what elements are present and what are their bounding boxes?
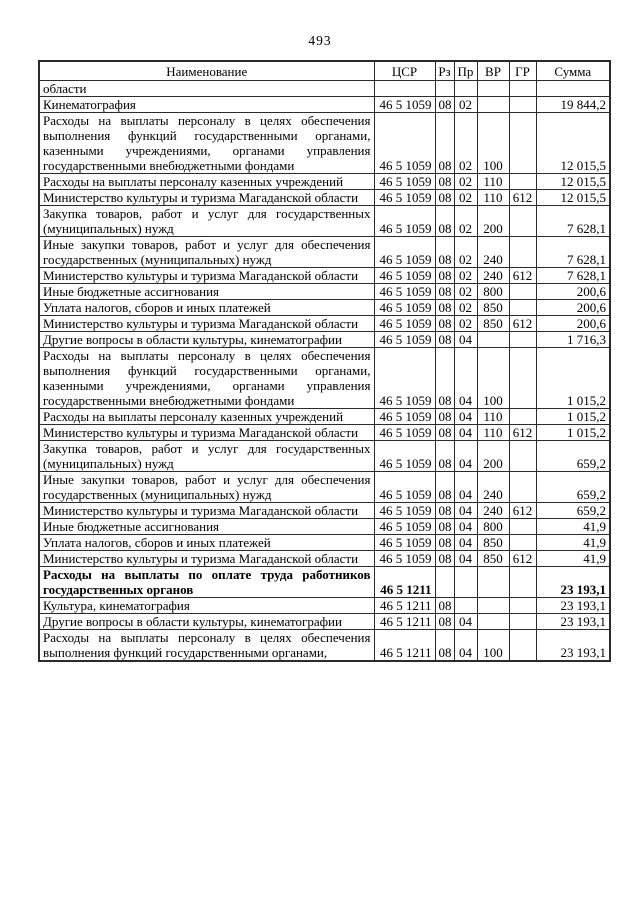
cell-vr: 110 bbox=[477, 190, 509, 206]
cell-gr bbox=[509, 174, 536, 190]
cell-vr: 110 bbox=[477, 425, 509, 441]
cell-gr bbox=[509, 97, 536, 113]
cell-vr: 850 bbox=[477, 551, 509, 567]
cell-vr: 100 bbox=[477, 630, 509, 662]
cell-rz: 08 bbox=[435, 174, 454, 190]
cell-name: Расходы на выплаты персоналу в целях обеспечения выполнения функций государственными органами, казенными учреждениями, органами управления государственными внебюджетными фондами bbox=[39, 348, 374, 409]
table-row bbox=[39, 81, 610, 97]
cell-pr: 02 bbox=[454, 300, 477, 316]
cell-name: Уплата налогов, сборов и иных платежей bbox=[39, 300, 374, 316]
cell-sum: 659,2 bbox=[536, 441, 610, 472]
cell-name: Министерство культуры и туризма Магаданской области bbox=[39, 551, 374, 567]
cell-vr: 800 bbox=[477, 519, 509, 535]
cell-pr: 04 bbox=[454, 332, 477, 348]
table-row bbox=[39, 97, 610, 113]
cell-rz: 08 bbox=[435, 206, 454, 237]
cell-rz: 08 bbox=[435, 425, 454, 441]
cell-csr: 46 5 1059 bbox=[374, 348, 435, 409]
col-header-pr: Пр bbox=[454, 61, 477, 81]
cell-csr: 46 5 1059 bbox=[374, 206, 435, 237]
cell-name: Уплата налогов, сборов и иных платежей bbox=[39, 535, 374, 551]
cell-csr: 46 5 1211 bbox=[374, 630, 435, 662]
table-row bbox=[39, 472, 610, 503]
cell-vr: 850 bbox=[477, 300, 509, 316]
table-row bbox=[39, 113, 610, 174]
table-row bbox=[39, 190, 610, 206]
cell-rz: 08 bbox=[435, 551, 454, 567]
cell-name: Министерство культуры и туризма Магаданской области bbox=[39, 425, 374, 441]
table-row bbox=[39, 425, 610, 441]
cell-rz: 08 bbox=[435, 535, 454, 551]
cell-gr bbox=[509, 472, 536, 503]
cell-csr: 46 5 1211 bbox=[374, 567, 435, 598]
cell-sum: 1 716,3 bbox=[536, 332, 610, 348]
cell-vr bbox=[477, 97, 509, 113]
cell-csr: 46 5 1059 bbox=[374, 268, 435, 284]
cell-pr: 04 bbox=[454, 535, 477, 551]
table-row bbox=[39, 348, 610, 409]
cell-name: Иные бюджетные ассигнования bbox=[39, 284, 374, 300]
cell-vr bbox=[477, 614, 509, 630]
cell-gr bbox=[509, 332, 536, 348]
cell-pr: 04 bbox=[454, 472, 477, 503]
cell-gr bbox=[509, 237, 536, 268]
cell-gr bbox=[509, 284, 536, 300]
cell-csr: 46 5 1059 bbox=[374, 97, 435, 113]
cell-name: Расходы на выплаты по оплате труда работников государственных органов bbox=[39, 567, 374, 598]
cell-sum: 41,9 bbox=[536, 551, 610, 567]
cell-rz: 08 bbox=[435, 503, 454, 519]
cell-csr: 46 5 1059 bbox=[374, 472, 435, 503]
budget-table bbox=[38, 60, 611, 662]
cell-csr: 46 5 1211 bbox=[374, 598, 435, 614]
cell-gr bbox=[509, 441, 536, 472]
cell-rz bbox=[435, 81, 454, 97]
cell-rz: 08 bbox=[435, 284, 454, 300]
cell-vr bbox=[477, 332, 509, 348]
cell-csr: 46 5 1059 bbox=[374, 425, 435, 441]
cell-name: Иные закупки товаров, работ и услуг для обеспечения государственных (муниципальных) нужд bbox=[39, 237, 374, 268]
col-header-csr: ЦСР bbox=[374, 61, 435, 81]
cell-name: Другие вопросы в области культуры, кинематографии bbox=[39, 332, 374, 348]
cell-gr: 612 bbox=[509, 190, 536, 206]
cell-pr: 02 bbox=[454, 113, 477, 174]
table-row bbox=[39, 503, 610, 519]
cell-pr: 04 bbox=[454, 519, 477, 535]
cell-csr: 46 5 1059 bbox=[374, 441, 435, 472]
table-header-row bbox=[39, 61, 610, 81]
col-header-sum: Сумма bbox=[536, 61, 610, 81]
cell-pr bbox=[454, 598, 477, 614]
cell-pr: 04 bbox=[454, 348, 477, 409]
cell-pr: 02 bbox=[454, 316, 477, 332]
cell-name: Закупка товаров, работ и услуг для государственных (муниципальных) нужд bbox=[39, 206, 374, 237]
cell-rz: 08 bbox=[435, 268, 454, 284]
table-row bbox=[39, 441, 610, 472]
cell-rz: 08 bbox=[435, 409, 454, 425]
cell-sum: 12 015,5 bbox=[536, 190, 610, 206]
cell-rz: 08 bbox=[435, 237, 454, 268]
cell-csr: 46 5 1059 bbox=[374, 174, 435, 190]
cell-gr bbox=[509, 409, 536, 425]
cell-vr bbox=[477, 598, 509, 614]
cell-pr: 04 bbox=[454, 551, 477, 567]
table-row bbox=[39, 409, 610, 425]
cell-csr: 46 5 1059 bbox=[374, 332, 435, 348]
cell-csr: 46 5 1059 bbox=[374, 113, 435, 174]
table-row bbox=[39, 174, 610, 190]
table-row bbox=[39, 519, 610, 535]
page-number: 493 bbox=[308, 33, 332, 48]
cell-name: Расходы на выплаты персоналу в целях обеспечения выполнения функций государственными органами, казенными учреждениями, органами управления государственными внебюджетными фондами bbox=[39, 113, 374, 174]
cell-sum: 19 844,2 bbox=[536, 97, 610, 113]
table-row bbox=[39, 300, 610, 316]
cell-csr: 46 5 1059 bbox=[374, 503, 435, 519]
cell-gr: 612 bbox=[509, 425, 536, 441]
cell-vr: 850 bbox=[477, 535, 509, 551]
cell-name: Министерство культуры и туризма Магаданской области bbox=[39, 268, 374, 284]
cell-name: Расходы на выплаты персоналу казенных учреждений bbox=[39, 174, 374, 190]
cell-sum: 200,6 bbox=[536, 284, 610, 300]
cell-pr: 04 bbox=[454, 425, 477, 441]
table-row bbox=[39, 332, 610, 348]
cell-name: Кинематография bbox=[39, 97, 374, 113]
cell-vr: 240 bbox=[477, 237, 509, 268]
cell-gr bbox=[509, 113, 536, 174]
cell-gr bbox=[509, 348, 536, 409]
cell-gr bbox=[509, 81, 536, 97]
table-row bbox=[39, 630, 610, 662]
cell-rz: 08 bbox=[435, 316, 454, 332]
cell-name: Расходы на выплаты персоналу в целях обеспечения выполнения функций государственными органами, bbox=[39, 630, 374, 662]
cell-vr: 100 bbox=[477, 113, 509, 174]
cell-csr bbox=[374, 81, 435, 97]
cell-rz: 08 bbox=[435, 630, 454, 662]
cell-vr: 240 bbox=[477, 472, 509, 503]
cell-sum: 1 015,2 bbox=[536, 348, 610, 409]
cell-rz: 08 bbox=[435, 113, 454, 174]
cell-name: Министерство культуры и туризма Магаданской области bbox=[39, 190, 374, 206]
cell-vr: 110 bbox=[477, 409, 509, 425]
cell-vr: 240 bbox=[477, 268, 509, 284]
cell-csr: 46 5 1059 bbox=[374, 551, 435, 567]
table-row bbox=[39, 316, 610, 332]
cell-sum: 1 015,2 bbox=[536, 425, 610, 441]
cell-vr bbox=[477, 567, 509, 598]
cell-rz: 08 bbox=[435, 598, 454, 614]
cell-sum: 200,6 bbox=[536, 300, 610, 316]
cell-gr bbox=[509, 300, 536, 316]
cell-sum: 7 628,1 bbox=[536, 237, 610, 268]
cell-vr: 200 bbox=[477, 206, 509, 237]
cell-sum: 1 015,2 bbox=[536, 409, 610, 425]
cell-gr: 612 bbox=[509, 551, 536, 567]
col-header-gr: ГР bbox=[509, 61, 536, 81]
cell-gr: 612 bbox=[509, 268, 536, 284]
cell-pr: 02 bbox=[454, 284, 477, 300]
cell-sum: 12 015,5 bbox=[536, 174, 610, 190]
cell-name: Министерство культуры и туризма Магаданской области bbox=[39, 503, 374, 519]
cell-csr: 46 5 1059 bbox=[374, 300, 435, 316]
cell-gr bbox=[509, 535, 536, 551]
table-row bbox=[39, 614, 610, 630]
cell-pr: 02 bbox=[454, 206, 477, 237]
cell-gr bbox=[509, 598, 536, 614]
col-header-vr: ВР bbox=[477, 61, 509, 81]
cell-name: Иные закупки товаров, работ и услуг для обеспечения государственных (муниципальных) нужд bbox=[39, 472, 374, 503]
cell-sum: 12 015,5 bbox=[536, 113, 610, 174]
cell-gr bbox=[509, 206, 536, 237]
cell-vr bbox=[477, 81, 509, 97]
table-row bbox=[39, 237, 610, 268]
cell-name: Культура, кинематография bbox=[39, 598, 374, 614]
cell-sum: 659,2 bbox=[536, 503, 610, 519]
cell-rz bbox=[435, 567, 454, 598]
cell-gr: 612 bbox=[509, 503, 536, 519]
cell-gr bbox=[509, 519, 536, 535]
cell-csr: 46 5 1059 bbox=[374, 535, 435, 551]
cell-sum: 200,6 bbox=[536, 316, 610, 332]
table-row bbox=[39, 598, 610, 614]
cell-gr bbox=[509, 614, 536, 630]
cell-pr: 04 bbox=[454, 614, 477, 630]
cell-pr: 02 bbox=[454, 97, 477, 113]
table-row bbox=[39, 567, 610, 598]
cell-csr: 46 5 1059 bbox=[374, 190, 435, 206]
col-header-name: Наименование bbox=[39, 61, 374, 81]
cell-vr: 110 bbox=[477, 174, 509, 190]
table-row bbox=[39, 268, 610, 284]
cell-gr bbox=[509, 630, 536, 662]
cell-sum: 23 193,1 bbox=[536, 630, 610, 662]
cell-pr: 04 bbox=[454, 630, 477, 662]
cell-csr: 46 5 1211 bbox=[374, 614, 435, 630]
cell-vr: 850 bbox=[477, 316, 509, 332]
cell-vr: 100 bbox=[477, 348, 509, 409]
cell-gr bbox=[509, 567, 536, 598]
cell-pr: 02 bbox=[454, 237, 477, 268]
cell-pr: 04 bbox=[454, 503, 477, 519]
cell-sum: 23 193,1 bbox=[536, 567, 610, 598]
table-row bbox=[39, 284, 610, 300]
cell-rz: 08 bbox=[435, 519, 454, 535]
cell-pr: 04 bbox=[454, 409, 477, 425]
cell-rz: 08 bbox=[435, 97, 454, 113]
cell-csr: 46 5 1059 bbox=[374, 237, 435, 268]
cell-name: Другие вопросы в области культуры, кинематографии bbox=[39, 614, 374, 630]
cell-rz: 08 bbox=[435, 332, 454, 348]
cell-sum: 7 628,1 bbox=[536, 206, 610, 237]
table-row bbox=[39, 551, 610, 567]
cell-name: Закупка товаров, работ и услуг для государственных (муниципальных) нужд bbox=[39, 441, 374, 472]
cell-rz: 08 bbox=[435, 348, 454, 409]
cell-rz: 08 bbox=[435, 614, 454, 630]
cell-name: Иные бюджетные ассигнования bbox=[39, 519, 374, 535]
cell-name: Министерство культуры и туризма Магаданской области bbox=[39, 316, 374, 332]
cell-rz: 08 bbox=[435, 441, 454, 472]
cell-sum: 23 193,1 bbox=[536, 598, 610, 614]
col-header-rz: Рз bbox=[435, 61, 454, 81]
cell-name: Расходы на выплаты персоналу казенных учреждений bbox=[39, 409, 374, 425]
cell-sum bbox=[536, 81, 610, 97]
cell-sum: 41,9 bbox=[536, 519, 610, 535]
cell-rz: 08 bbox=[435, 190, 454, 206]
cell-name: области bbox=[39, 81, 374, 97]
cell-pr bbox=[454, 81, 477, 97]
cell-vr: 800 bbox=[477, 284, 509, 300]
cell-pr: 02 bbox=[454, 190, 477, 206]
cell-rz: 08 bbox=[435, 472, 454, 503]
cell-csr: 46 5 1059 bbox=[374, 316, 435, 332]
cell-pr: 02 bbox=[454, 268, 477, 284]
cell-rz: 08 bbox=[435, 300, 454, 316]
cell-pr: 04 bbox=[454, 441, 477, 472]
cell-sum: 659,2 bbox=[536, 472, 610, 503]
cell-vr: 240 bbox=[477, 503, 509, 519]
cell-sum: 23 193,1 bbox=[536, 614, 610, 630]
cell-sum: 41,9 bbox=[536, 535, 610, 551]
table-row bbox=[39, 535, 610, 551]
cell-csr: 46 5 1059 bbox=[374, 284, 435, 300]
cell-pr: 02 bbox=[454, 174, 477, 190]
cell-csr: 46 5 1059 bbox=[374, 519, 435, 535]
cell-sum: 7 628,1 bbox=[536, 268, 610, 284]
table-row bbox=[39, 206, 610, 237]
cell-pr bbox=[454, 567, 477, 598]
cell-gr: 612 bbox=[509, 316, 536, 332]
cell-csr: 46 5 1059 bbox=[374, 409, 435, 425]
cell-vr: 200 bbox=[477, 441, 509, 472]
